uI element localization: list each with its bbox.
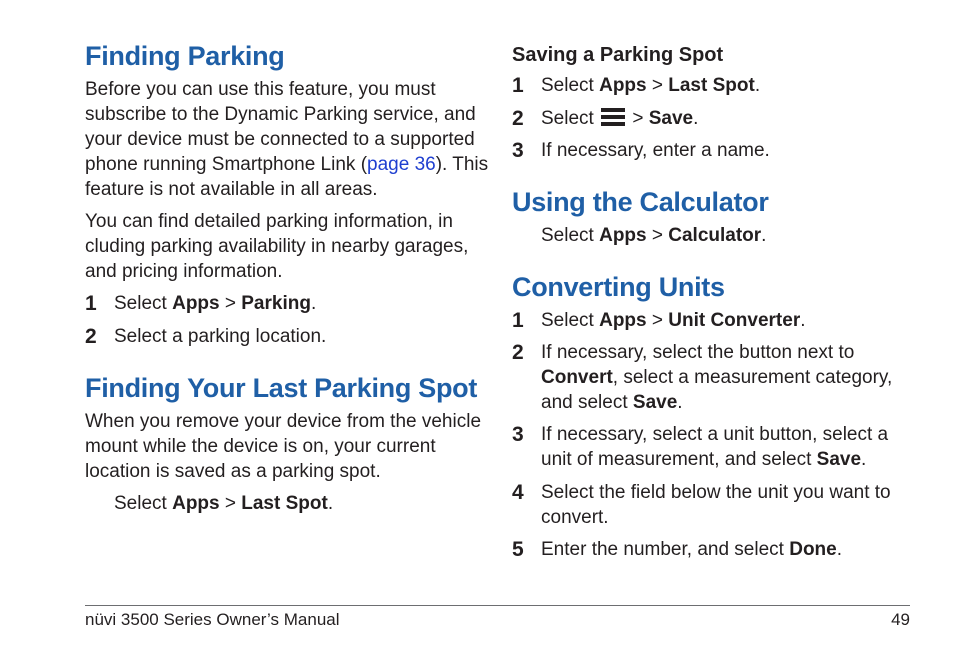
finding-parking-details xyxy=(85,209,468,284)
step-text xyxy=(114,291,316,316)
step-text xyxy=(541,480,891,530)
last-spot-menu-label: Last Spot xyxy=(241,493,328,514)
apps-menu-label: Apps xyxy=(172,493,220,514)
text-line: subscribe to the Dynamic Parking service, and xyxy=(85,104,476,125)
step-number: 2 xyxy=(512,107,524,130)
text-fragment: unit of measurement, and select xyxy=(541,449,817,470)
last-spot-instruction xyxy=(114,491,333,516)
step-number: 3 xyxy=(512,139,524,162)
text-line: cluding parking availability in nearby garages, xyxy=(85,236,469,257)
text-line: convert. xyxy=(541,507,609,528)
text-fragment: . xyxy=(677,392,683,413)
apps-menu-label: Apps xyxy=(599,310,647,331)
menu-separator: > xyxy=(219,493,242,514)
text-fragment: . xyxy=(754,75,761,96)
step-text xyxy=(541,73,760,98)
step-text xyxy=(541,537,842,562)
calculator-instruction xyxy=(541,223,766,248)
text-line: and pricing information. xyxy=(85,261,283,282)
text-fragment: Select xyxy=(541,310,600,331)
text-fragment: . xyxy=(836,539,842,560)
text-fragment: . xyxy=(310,293,317,314)
step-number: 1 xyxy=(512,309,524,332)
text-fragment: Select xyxy=(541,108,600,129)
text-fragment: and select xyxy=(541,392,633,413)
text-fragment: ). This xyxy=(435,154,489,175)
step-number: 4 xyxy=(512,481,524,504)
step-text: If necessary, enter a name. xyxy=(541,140,770,161)
heading-using-calculator: Using the Calculator xyxy=(512,187,769,217)
text-line: When you remove your device from the vehicle xyxy=(85,411,482,432)
text-line: mount while the device is on, your current xyxy=(85,436,436,457)
page-36-link[interactable]: page 36 xyxy=(367,154,436,175)
text-fragment: Select xyxy=(541,225,600,246)
step-text: Select a parking location. xyxy=(114,326,327,347)
footer-divider xyxy=(85,605,910,606)
step-number: 2 xyxy=(85,325,97,348)
step-number: 1 xyxy=(85,292,97,315)
text-line xyxy=(541,365,892,390)
last-spot-intro xyxy=(85,409,481,484)
save-button-label: Save xyxy=(632,392,678,413)
text-line: your device must be connected to a supported xyxy=(85,129,475,150)
menu-separator: > xyxy=(219,293,242,314)
step-number: 1 xyxy=(512,74,524,97)
done-button-label: Done xyxy=(789,539,837,560)
text-fragment: phone running Smartphone Link ( xyxy=(85,154,368,175)
step-text xyxy=(541,106,698,131)
text-fragment: Enter the number, and select xyxy=(541,539,790,560)
text-fragment: . xyxy=(861,449,867,470)
text-line: If necessary, select a unit button, select a xyxy=(541,424,889,445)
heading-finding-last-parking-spot: Finding Your Last Parking Spot xyxy=(85,373,478,403)
step-number: 5 xyxy=(512,538,524,561)
menu-separator: > xyxy=(627,108,649,129)
text-fragment: . xyxy=(693,108,699,129)
step-text xyxy=(541,308,806,333)
unit-converter-menu-label: Unit Converter xyxy=(668,310,801,331)
apps-menu-label: Apps xyxy=(599,225,647,246)
heading-saving-parking-spot: Saving a Parking Spot xyxy=(512,44,724,66)
text-line: If necessary, select the button next to xyxy=(541,342,855,363)
text-line: Select the field below the unit you want to xyxy=(541,482,891,503)
calculator-menu-label: Calculator xyxy=(668,225,762,246)
apps-menu-label: Apps xyxy=(172,293,220,314)
footer-page-number: 49 xyxy=(891,610,910,629)
text-fragment: Select xyxy=(114,493,173,514)
text-line: location is saved as a parking spot. xyxy=(85,461,381,482)
text-fragment: Select xyxy=(114,293,173,314)
text-line xyxy=(541,447,888,472)
heading-finding-parking: Finding Parking xyxy=(85,41,285,71)
step-text xyxy=(541,340,892,415)
last-spot-menu-label: Last Spot xyxy=(668,75,755,96)
step-number: 3 xyxy=(512,423,524,446)
text-line: You can find detailed parking information, in xyxy=(85,211,453,232)
parking-menu-label: Parking xyxy=(241,293,311,314)
step-text xyxy=(541,422,888,472)
save-button-label: Save xyxy=(816,449,862,470)
heading-converting-units: Converting Units xyxy=(512,272,725,302)
menu-separator: > xyxy=(646,310,669,331)
text-line xyxy=(541,390,892,415)
step-number: 2 xyxy=(512,341,524,364)
text-fragment: . xyxy=(327,493,334,514)
apps-menu-label: Apps xyxy=(599,75,647,96)
save-menu-label: Save xyxy=(648,108,694,129)
finding-parking-intro xyxy=(85,77,488,202)
text-fragment: Select xyxy=(541,75,600,96)
text-line xyxy=(85,152,488,177)
text-fragment: . xyxy=(761,225,767,246)
menu-separator: > xyxy=(646,225,669,246)
convert-button-label: Convert xyxy=(541,367,613,388)
footer-manual-title: nüvi 3500 Series Owner’s Manual xyxy=(85,610,340,629)
text-fragment: . xyxy=(800,310,806,331)
text-fragment: , select a measurement category, xyxy=(612,367,893,388)
menu-separator: > xyxy=(646,75,669,96)
menu-icon xyxy=(601,108,625,126)
text-line: feature is not available in all areas. xyxy=(85,179,378,200)
text-line: Before you can use this feature, you must xyxy=(85,79,436,100)
